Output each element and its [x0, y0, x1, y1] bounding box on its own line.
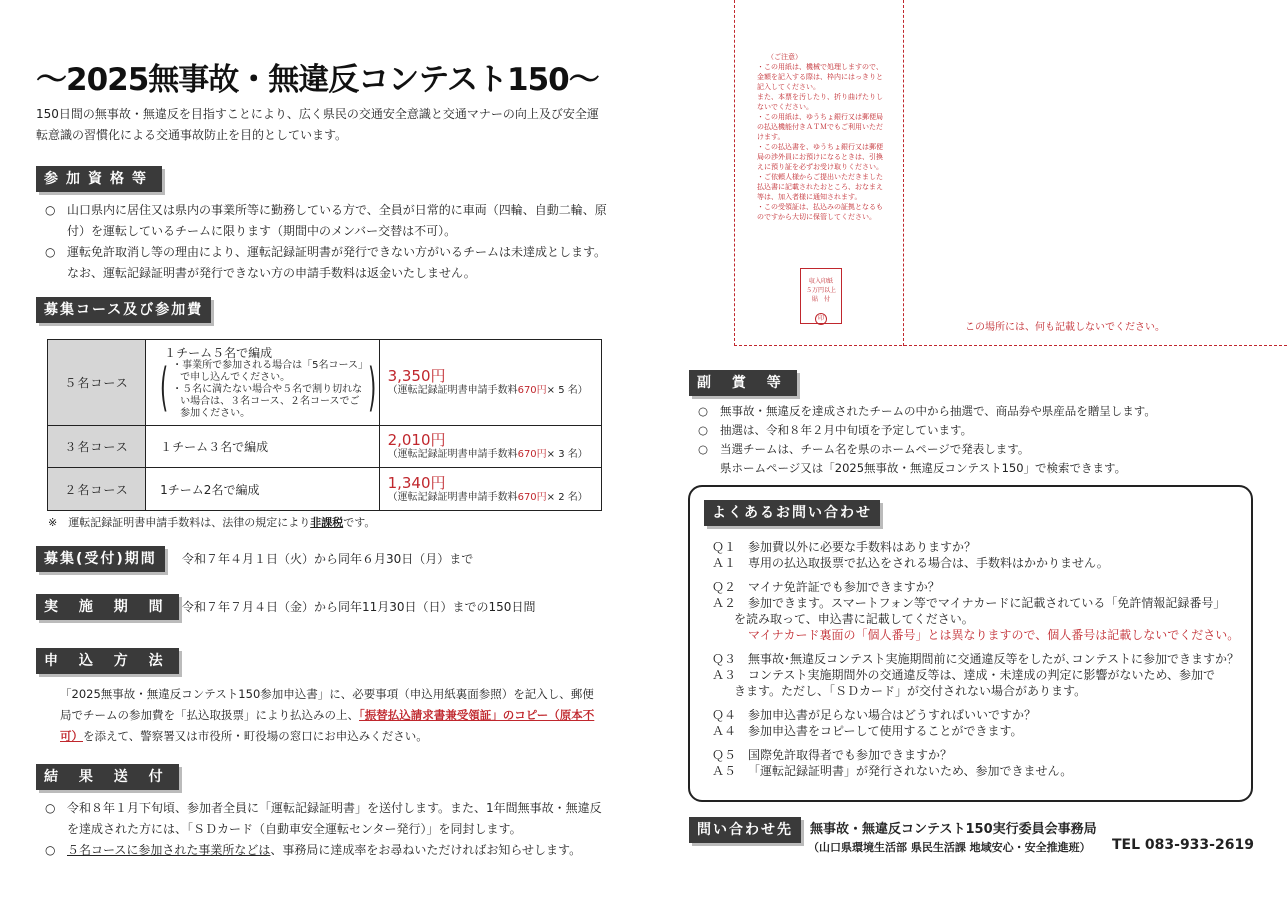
course-fee — [379, 340, 601, 426]
recruit-period-text: 令和７年４月１日（火）から同年６月30日（月）まで — [182, 552, 474, 566]
eligibility-heading: 参加資格等 — [36, 166, 162, 192]
course-desc: 1チーム2名で編成 — [146, 468, 379, 511]
faq-item: Ｑ３ 無事故･無違反コンテスト実施期間前に交通違反等をしたが､コンテストに参加できますか？ Ａ３ コンテスト実施期間外の交通違反等は、達成・未達成の判定に影響がないため、参加で きます。ただし、「ＳＤカード」が交付されない場合があります。 — [712, 652, 1240, 698]
results-list — [45, 798, 607, 861]
circle-bullet-icon: ○ — [45, 801, 56, 815]
course-price: 1,340円 — [387, 473, 446, 492]
circle-bullet-icon: ○ — [698, 442, 709, 456]
table-row — [48, 340, 602, 426]
recruit-period-heading: 募集(受付)期間 — [36, 546, 165, 572]
course-fee — [379, 426, 601, 468]
course-desc: １チーム３名で編成 — [146, 426, 379, 468]
apply-text: 「2025無事故・無違反コンテスト150参加申込書」に、必要事項（申込用紙裏面参照）を記入し、郵便局でチームの参加費を「払込取扱票」により払込みの上、「振替払込請求書兼受領証」のコピー（原本不可）を添えて、警察署又は市役所・町役場の窓口にお申込みください。 — [60, 687, 595, 743]
contact-heading: 問い合わせ先 — [689, 817, 801, 843]
eligibility-item: ○ 運転免許取消し等の理由により、運転記録証明書が発行できない方がいるチームは未達成とします。 — [45, 242, 607, 263]
contact-tel: TEL 083-933-2619 — [1112, 837, 1254, 853]
circle-bullet-icon: ○ — [45, 203, 56, 217]
course-fee — [379, 468, 601, 511]
faq-list — [712, 539, 1247, 779]
faq-item: Ｑ１ 参加費以外に必要な手数料はありますか？ Ａ１ 専用の払込取扱票で払込をされる場合は、手数料はかかりません。 — [712, 540, 1109, 570]
table-row — [48, 426, 602, 468]
circle-bullet-icon: ○ — [45, 843, 56, 857]
results-item: ○ 令和８年１月下旬頃、参加者全員に「運転記録証明書」を送付します。また、1年間無事故・無違反を達成された方には、「ＳＤカード（自動車安全運転センター発行）」を同封します。 — [45, 798, 607, 840]
impl-period-heading: 実 施 期 間 — [36, 594, 179, 620]
results-heading: 結 果 送 付 — [36, 764, 179, 790]
prizes-heading: 副 賞 等 — [689, 370, 797, 396]
faq-heading: よくあるお問い合わせ — [704, 500, 880, 526]
eligibility-list — [45, 200, 607, 284]
page-title: 〜2025無事故・無違反コンテスト150〜 — [36, 62, 599, 98]
circle-bullet-icon: ○ — [698, 404, 709, 418]
course-name: ３名コース — [48, 426, 146, 468]
no-write-notice: この場所には、何も記載しないでください。 — [965, 322, 1165, 333]
circle-bullet-icon: ○ — [45, 245, 56, 259]
circle-bullet-icon: ○ — [698, 423, 709, 437]
prize-item: ○ 当選チームは、チーム名を県のホームページで発表します。 — [698, 440, 1278, 459]
fee-note: （運転記録証明書申請手数料670円× 2 名） — [387, 491, 588, 503]
course-table — [47, 339, 602, 511]
intro-text: 150日間の無事故・無違反を目指すことにより、広く県民の交通安全意識と交通マナーの向上及び安全運転意識の習慣化による交通事故防止を目的としています。 — [36, 107, 599, 142]
eligibility-item: ○ 山口県内に居住又は県内の事業所等に勤務している方で、全員が日常的に車両（四輪、自動二輪、原付）を運転しているチームに限ります（期間中のメンバー交替は不可）。 — [45, 200, 607, 242]
courses-heading: 募集コース及び参加費 — [36, 297, 211, 323]
contact-org: 無事故・無違反コンテスト150実行委員会事務局 — [810, 822, 1097, 837]
table-row — [48, 468, 602, 511]
faq-item: Ｑ２ マイナ免許証でも参加できますか？ Ａ２ 参加できます。スマートフォン等でマイナカードに記載されている「免許情報記録番号」 を読み取って、申込書に記載してください。 マイナカード裏面の「個人番号」とは異なりますので、個人番号は記載しないでください。 — [712, 580, 1240, 642]
stamp-seal-icon: 印 — [815, 313, 827, 325]
eligibility-sub-note: なお、運転記録証明書が発行できない方の申請手数料は返金いたしません。 — [67, 266, 476, 280]
prize-item: ○ 無事故・無違反を達成されたチームの中から抽選で、商品券や県産品を贈呈します。 — [698, 402, 1278, 421]
prizes-list — [698, 402, 1278, 478]
prize-item: ○ 抽選は、令和８年２月中旬頃を予定しています。 — [698, 421, 1278, 440]
course-price: 2,010円 — [387, 431, 446, 449]
course-name: ２名コース — [48, 468, 146, 511]
revenue-stamp-box: 収入印紙 ５万円以上 貼 付 印 — [800, 268, 842, 324]
faq-item: Ｑ４ 参加申込書が足らない場合はどうすればいいですか？ Ａ４ 参加申込書をコピーして使用することができます。 — [712, 708, 1037, 738]
fee-note: （運転記録証明書申請手数料670円× 5 名） — [387, 385, 588, 396]
results-item: ○ ５名コースに参加された事業所などは、事務局に達成率をお尋ねいただければお知らせします。 — [45, 840, 607, 861]
contact-dept: （山口県環境生活部 県民生活課 地域安心・安全推進班） — [808, 841, 1091, 854]
course-name: ５名コース — [48, 340, 146, 426]
slip-notice: （ご注意） ・この用紙は、機械で処理しますので、金額を記入する際は、枠内にはっきりと記入してください。 また、本票を汚したり、折り曲げたりしないでください。 ・この用紙は、ゆうちょ銀行又は郵便局の払込機能付きＡＴＭでもご利用いただけます。 ・この払込書を、ゆうちょ銀行又は郵便局の渉外員にお預けになるときは、引換えに預り証を必ずお受け取りください。 ・ご依頼人様からご提出いただきました払込書に記載されたおところ、おなまえ等は、加入者様に通知されます。 ・この受領証は、払込みの証拠となるものですから大切に保管してください。 — [757, 53, 883, 221]
slip-divider — [903, 0, 904, 346]
course-desc: １チーム５名で編成 ( ・事業所で参加される場合は「5名コース」 で申し込んでください。 ・５名に満たない場合や５名で割り切れな い場合は、３名コース、２名コースでご 参加ください。 ) — [146, 340, 379, 426]
prize-sub: 県ホームページ又は「2025無事故・無違反コンテスト150」で検索できます。 — [720, 461, 1127, 475]
course-paren-note: ( ・事業所で参加される場合は「5名コース」 で申し込んでください。 ・５名に満たない場合や５名で割り切れな い場合は、３名コース、２名コースでご 参加ください。 ) — [160, 357, 377, 419]
course-price: 3,350円 — [387, 367, 446, 385]
apply-heading: 申 込 方 法 — [36, 648, 179, 674]
impl-period-text: 令和７年７月４日（金）から同年11月30日（日）までの150日間 — [182, 600, 536, 614]
fee-note: （運転記録証明書申請手数料670円× 3 名） — [387, 449, 588, 460]
faq-item: Ｑ５ 国際免許取得者でも参加できますか？ Ａ５ 「運転記録証明書」が発行されないため、参加できません。 — [712, 748, 1073, 778]
tax-footnote: ※ 運転記録証明書申請手数料は、法律の規定により非課税です。 — [48, 516, 376, 529]
